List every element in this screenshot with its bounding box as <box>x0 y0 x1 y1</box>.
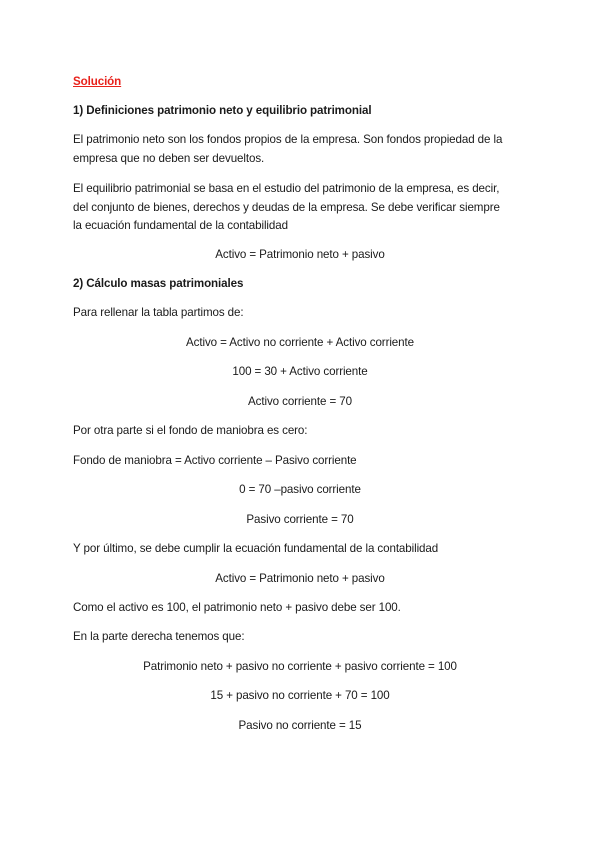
equation: Activo corriente = 70 <box>248 395 352 408</box>
paragraph-line: Como el activo es 100, el patrimonio neto + pasivo debe ser 100. <box>73 601 401 614</box>
paragraph-line: Para rellenar la tabla partimos de: <box>73 306 244 319</box>
equation: Activo = Activo no corriente + Activo corriente <box>186 336 414 349</box>
equation: Patrimonio neto + pasivo no corriente + pasivo corriente = 100 <box>143 660 457 673</box>
paragraph-line: El patrimonio neto son los fondos propios de la empresa. Son fondos propiedad de la <box>73 133 503 146</box>
paragraph-line: la ecuación fundamental de la contabilidad <box>73 219 288 232</box>
paragraph-line: Fondo de maniobra = Activo corriente – Pasivo corriente <box>73 454 357 467</box>
paragraph-line: Por otra parte si el fondo de maniobra es cero: <box>73 424 308 437</box>
equation: 0 = 70 –pasivo corriente <box>239 483 361 496</box>
paragraph-line: empresa que no deben ser devueltos. <box>73 152 265 165</box>
equation: 100 = 30 + Activo corriente <box>232 365 368 378</box>
paragraph-line: El equilibrio patrimonial se basa en el estudio del patrimonio de la empresa, es decir, <box>73 182 500 195</box>
section1-heading: 1) Definiciones patrimonio neto y equilibrio patrimonial <box>73 104 372 117</box>
equation: Activo = Patrimonio neto + pasivo <box>215 248 385 261</box>
solution-title: Solución <box>73 75 122 88</box>
equation: Pasivo no corriente = 15 <box>238 719 362 732</box>
equation: 15 + pasivo no corriente + 70 = 100 <box>210 689 390 702</box>
equation: Pasivo corriente = 70 <box>246 513 354 526</box>
equation: Activo = Patrimonio neto + pasivo <box>215 572 385 585</box>
paragraph-line: En la parte derecha tenemos que: <box>73 630 245 643</box>
section2-heading: 2) Cálculo masas patrimoniales <box>73 277 244 290</box>
paragraph-line: Y por último, se debe cumplir la ecuación fundamental de la contabilidad <box>73 542 439 555</box>
paragraph-line: del conjunto de bienes, derechos y deudas de la empresa. Se debe verificar siempre <box>73 201 500 214</box>
